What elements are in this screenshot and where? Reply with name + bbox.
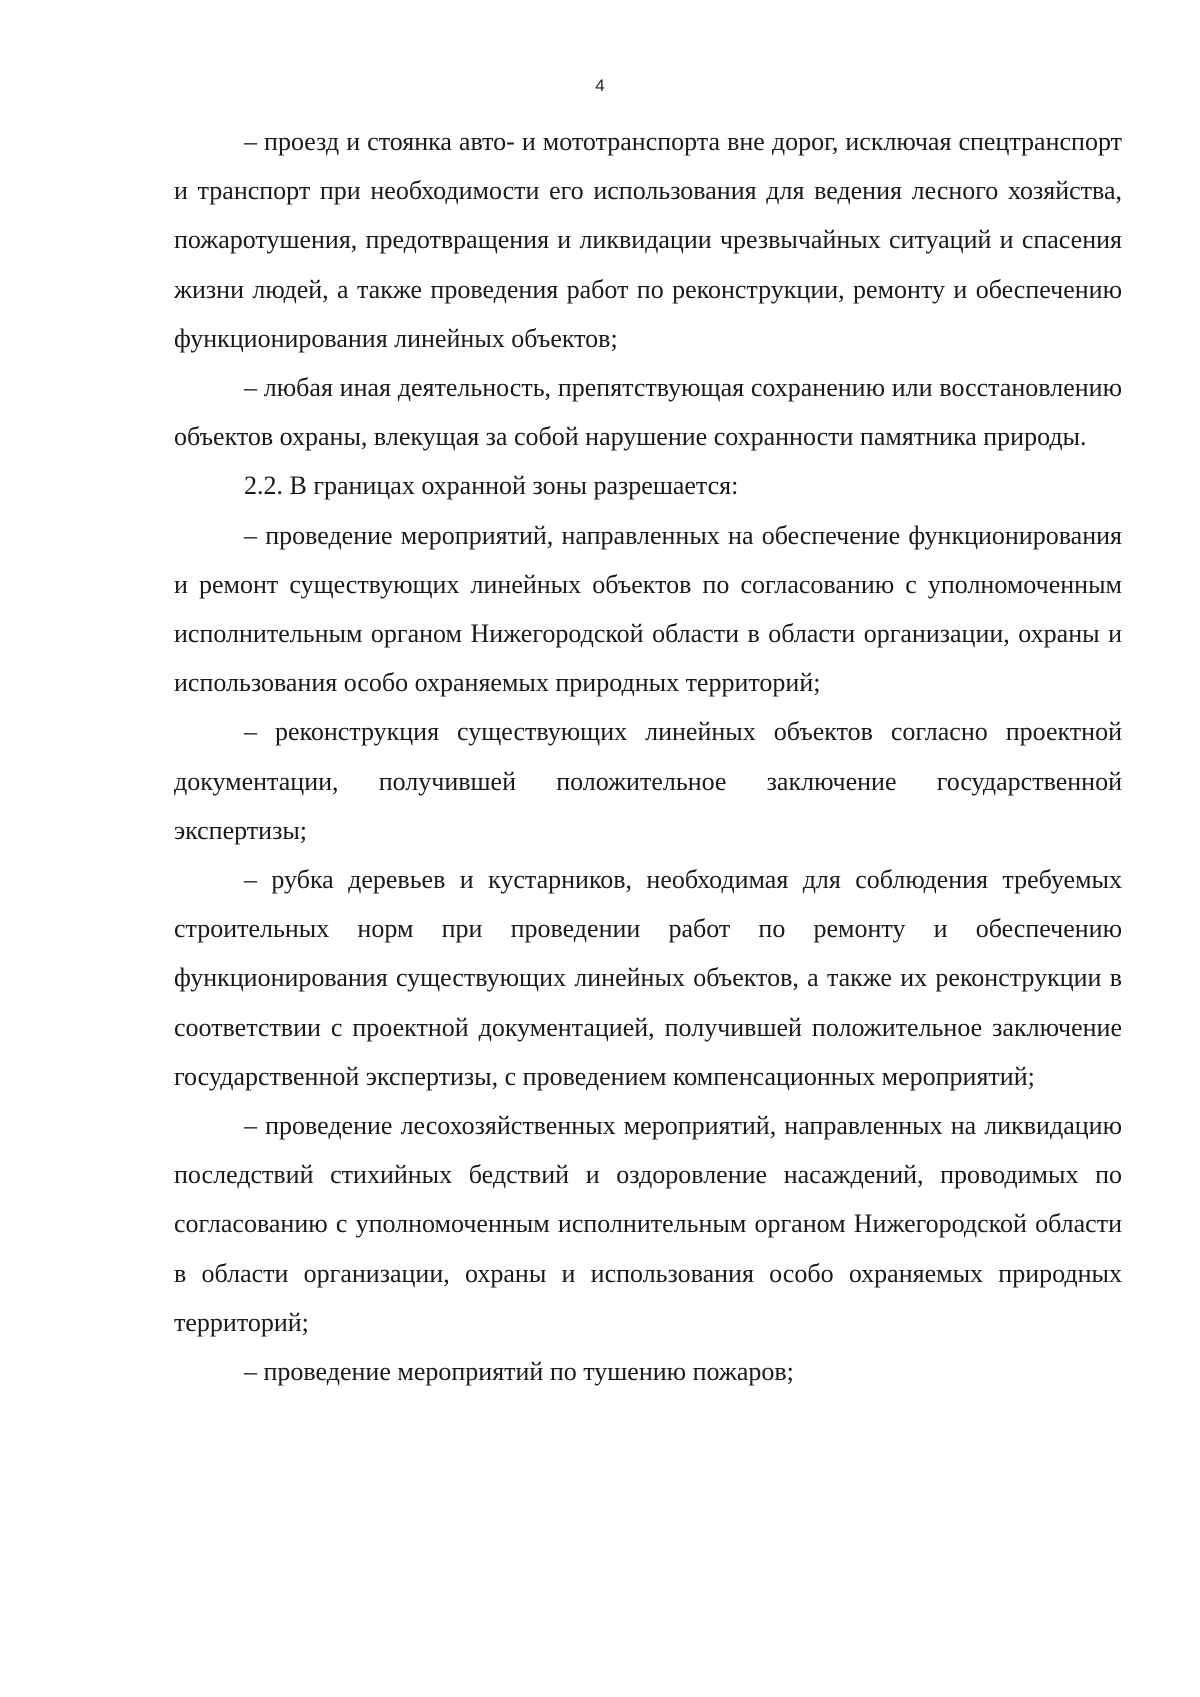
paragraph-other-activity-ban: – любая иная деятельность, препятствующая сохранению или восстановлению объектов охраны, влекущая за собой нарушение сохранности памятника природы. <box>174 373 1122 452</box>
document-body <box>174 117 1122 1396</box>
paragraph-vehicle-traffic-ban: – проезд и стоянка авто- и мототранспорта вне дорог, исключая спецтранспорт и транспорт при необходимости его использования для ведения лесного хозяйства, пожаротушения, предотвращения и ликвидации чрезвычайных ситуаций и спасения жизни людей, а также проведения работ по реконструкции, ремонту и обеспечению функционирования линейных объектов; <box>174 127 1122 353</box>
paragraph-firefighting: – проведение мероприятий по тушению пожаров; <box>244 1357 794 1387</box>
paragraph-linear-objects-reconstruction: – реконструкция существующих линейных объектов согласно проектной документации, получившей положительное заключение государственной экспертизы; <box>174 717 1122 845</box>
section-heading-2-2: 2.2. В границах охранной зоны разрешается: <box>244 471 739 501</box>
page-number: 4 <box>595 76 605 95</box>
paragraph-linear-objects-maintenance: – проведение мероприятий, направленных на обеспечение функционирования и ремонт существующих линейных объектов по согласованию с уполномоченным исполнительным органом Нижегородской области в области организации, охраны и использования особо охраняемых природных территорий; <box>174 520 1122 698</box>
paragraph-tree-cutting: – рубка деревьев и кустарников, необходимая для соблюдения требуемых строительных норм при проведении работ по ремонту и обеспечению функционирования существующих линейных объектов, а также их реконструкции в соответствии с проектной документацией, получившей положительное заключение государственной экспертизы, с проведением компенсационных мероприятий; <box>174 865 1122 1091</box>
paragraph-forestry-measures: – проведение лесохозяйственных мероприятий, направленных на ликвидацию последствий стихийных бедствий и оздоровление насаждений, проводимых по согласованию с уполномоченным исполнительным органом Нижегородской области в области организации, охраны и использования особо охраняемых природных территорий; <box>174 1111 1122 1337</box>
